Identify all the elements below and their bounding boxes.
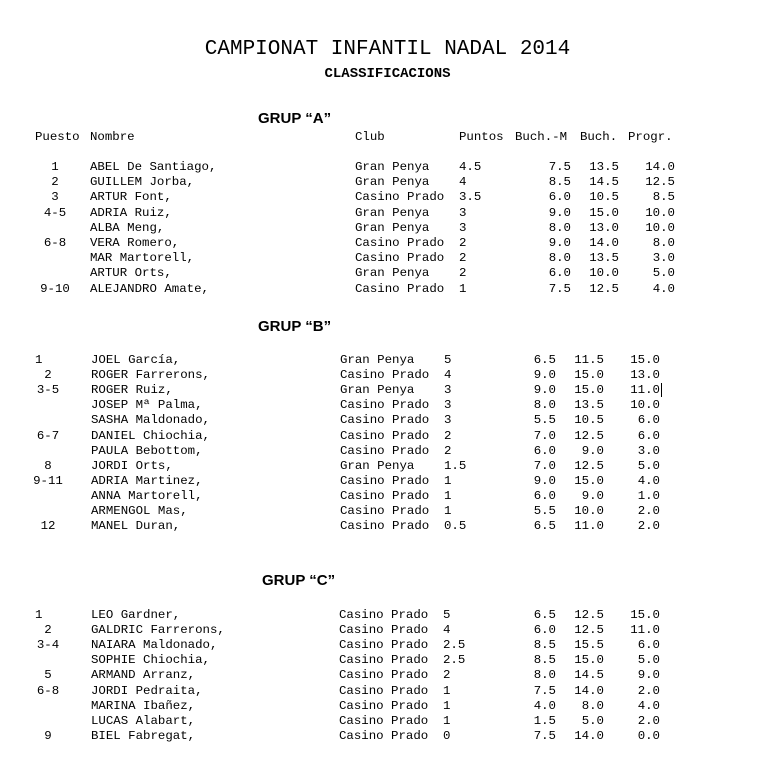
table-row: [0, 160, 775, 175]
progressive-cell: 0.0: [637, 728, 660, 743]
points-cell: 2: [459, 236, 467, 250]
rank-cell: 5: [44, 668, 52, 683]
buchholz-cell: 12.5: [574, 458, 604, 473]
club-cell: Gran Penya: [355, 220, 430, 235]
points-cell: 2: [444, 428, 452, 443]
player-name-cell: ARMENGOL Mas,: [91, 504, 188, 518]
rank-cell: 6-8: [36, 683, 60, 698]
buchholz-cell: 15.0: [589, 205, 619, 220]
club-cell: Casino Prado: [340, 488, 430, 503]
rank-cell: 2: [51, 175, 59, 190]
points-cell: 2: [459, 266, 467, 281]
progressive-cell: 5.0: [637, 653, 660, 668]
club-cell: Casino Prado: [340, 519, 430, 534]
buchholz-cell: 10.5: [574, 413, 604, 428]
points-cell: 2: [444, 443, 452, 458]
player-name-cell: MAR Martorell,: [90, 251, 195, 266]
buchholz-cell: 5.0: [581, 713, 604, 728]
progressive-cell: 3.0: [637, 443, 660, 458]
table-row: [0, 190, 775, 205]
club-cell: Casino Prado: [339, 608, 429, 622]
points-cell: 4: [443, 623, 451, 638]
table-row: [0, 206, 775, 221]
rank-cell: 9-10: [40, 281, 70, 296]
player-name-cell: GALDRIC Farrerons,: [91, 623, 225, 638]
club-cell: Gran Penya: [355, 205, 430, 220]
buchholz-median-cell: 8.0: [533, 398, 556, 413]
progressive-cell: 8.5: [652, 190, 675, 205]
player-name-cell: JORDI Orts,: [91, 458, 173, 473]
table-row: [0, 459, 775, 474]
buchholz-cell: 13.5: [574, 398, 604, 413]
points-cell: 4.5: [459, 160, 482, 174]
club-cell: Casino Prado: [339, 728, 429, 743]
buchholz-median-cell: 8.0: [548, 220, 571, 235]
points-cell: 1: [444, 473, 452, 488]
group-c-heading: GRUP “C”: [262, 572, 336, 589]
table-row: [0, 653, 775, 668]
table-row: [0, 175, 775, 190]
player-name-cell: ADRIA Martinez,: [91, 473, 203, 488]
page-title: CAMPIONAT INFANTIL NADAL 2014: [204, 38, 571, 61]
player-name-cell: VERA Romero,: [90, 236, 180, 250]
rank-cell: 3-4: [36, 638, 60, 653]
points-cell: 4: [444, 368, 452, 383]
buchholz-median-cell: 1.5: [533, 713, 556, 728]
buchholz-cell: 11.5: [574, 353, 604, 367]
player-name-cell: ANNA Martorell,: [91, 488, 203, 503]
progressive-cell: 6.0: [637, 428, 660, 443]
progressive-cell: 10.0: [630, 398, 660, 413]
buchholz-cell: 15.0: [574, 368, 604, 383]
rank-cell: 9: [44, 728, 52, 743]
rank-cell: 8: [44, 458, 52, 473]
buchholz-median-cell: 8.0: [548, 251, 571, 266]
progressive-cell: 10.0: [645, 220, 675, 235]
points-cell: 5: [443, 608, 451, 622]
player-name-cell: SOPHIE Chiochia,: [91, 653, 210, 668]
group-a-heading: GRUP “A”: [258, 110, 332, 127]
rank-cell: 4-5: [43, 205, 67, 220]
club-cell: Casino Prado: [340, 428, 430, 443]
buchholz-cell: 15.0: [574, 653, 604, 668]
progressive-cell: 5.0: [637, 458, 660, 473]
club-cell: Casino Prado: [339, 713, 429, 728]
club-cell: Casino Prado: [355, 251, 445, 266]
points-cell: 1: [444, 504, 452, 518]
club-cell: Gran Penya: [355, 160, 430, 174]
progressive-cell: 5.0: [652, 266, 675, 281]
club-cell: Casino Prado: [339, 653, 429, 668]
rank-cell: 9-11: [33, 473, 63, 488]
text-cursor: [661, 383, 662, 397]
table-row: [0, 699, 775, 714]
player-name-cell: JOEL García,: [91, 353, 181, 367]
table-row: [0, 638, 775, 653]
club-cell: Casino Prado: [340, 413, 430, 428]
header-nombre: Nombre: [90, 130, 135, 144]
rank-cell: 3: [51, 190, 59, 205]
club-cell: Casino Prado: [340, 473, 430, 488]
player-name-cell: LEO Gardner,: [91, 608, 181, 622]
buchholz-median-cell: 7.5: [548, 281, 571, 296]
buchholz-median-cell: 7.0: [533, 428, 556, 443]
buchholz-cell: 14.0: [574, 683, 604, 698]
club-cell: Casino Prado: [340, 398, 430, 413]
points-cell: 0: [443, 728, 451, 743]
header-puntos: Puntos: [459, 130, 504, 144]
club-cell: Gran Penya: [355, 266, 430, 281]
buchholz-cell: 13.5: [589, 160, 619, 174]
player-name-cell: MANEL Duran,: [91, 519, 181, 534]
progressive-cell: 2.0: [637, 504, 660, 518]
buchholz-cell: 15.5: [574, 638, 604, 653]
table-row: [0, 368, 775, 383]
progressive-cell: 10.0: [645, 205, 675, 220]
buchholz-median-cell: 9.0: [533, 368, 556, 383]
table-row: [0, 489, 775, 504]
progressive-cell: 11.0: [630, 623, 660, 638]
points-cell: 1: [443, 683, 451, 698]
table-row: [0, 729, 775, 744]
buchholz-cell: 10.0: [574, 504, 604, 518]
rank-cell: 6-8: [43, 236, 67, 250]
player-name-cell: ROGER Ruiz,: [91, 383, 173, 398]
points-cell: 2.5: [443, 638, 466, 653]
header-puesto: Puesto: [35, 130, 80, 144]
table-row: [0, 236, 775, 251]
rank-cell: 2: [44, 623, 52, 638]
group-b-heading: GRUP “B”: [258, 318, 332, 335]
points-cell: 0.5: [444, 519, 467, 534]
player-name-cell: ROGER Farrerons,: [91, 368, 210, 383]
progressive-cell: 15.0: [630, 353, 660, 367]
buchholz-median-cell: 8.0: [533, 668, 556, 683]
progressive-cell: 3.0: [652, 251, 675, 266]
player-name-cell: ARTUR Font,: [90, 190, 172, 205]
points-cell: 3: [459, 220, 467, 235]
player-name-cell: GUILLEM Jorba,: [90, 175, 195, 190]
player-name-cell: LUCAS Alabart,: [91, 713, 196, 728]
table-row: [0, 714, 775, 729]
rank-cell: 6-7: [36, 428, 60, 443]
points-cell: 3.5: [459, 190, 482, 205]
player-name-cell: JOSEP Mª Palma,: [91, 398, 203, 413]
progressive-cell: 13.0: [630, 368, 660, 383]
table-row: [0, 398, 775, 413]
buchholz-median-cell: 6.0: [533, 488, 556, 503]
table-row: [0, 353, 775, 368]
buchholz-cell: 14.5: [589, 175, 619, 190]
progressive-cell: 2.0: [637, 683, 660, 698]
club-cell: Casino Prado: [355, 236, 445, 250]
header-progr: Progr.: [628, 130, 673, 144]
buchholz-median-cell: 8.5: [548, 175, 571, 190]
buchholz-cell: 10.5: [589, 190, 619, 205]
points-cell: 1: [443, 713, 451, 728]
buchholz-median-cell: 4.0: [533, 698, 556, 713]
buchholz-cell: 12.5: [574, 608, 604, 622]
player-name-cell: ARTUR Orts,: [90, 266, 172, 281]
points-cell: 2.5: [443, 653, 466, 668]
progressive-cell: 15.0: [630, 608, 660, 622]
points-cell: 1: [459, 281, 467, 296]
table-row: [0, 623, 775, 638]
club-cell: Casino Prado: [339, 698, 429, 713]
club-cell: Gran Penya: [355, 175, 430, 190]
progressive-cell: 11.0: [630, 383, 660, 398]
points-cell: 3: [444, 398, 452, 413]
buchholz-median-cell: 9.0: [533, 383, 556, 398]
player-name-cell: SASHA Maldonado,: [91, 413, 210, 428]
buchholz-cell: 13.0: [589, 220, 619, 235]
buchholz-median-cell: 7.0: [533, 458, 556, 473]
buchholz-cell: 15.0: [574, 383, 604, 398]
progressive-cell: 4.0: [652, 281, 675, 296]
buchholz-median-cell: 7.5: [548, 160, 571, 174]
progressive-cell: 2.0: [637, 713, 660, 728]
rank-cell: 1: [35, 608, 43, 622]
header-club: Club: [355, 130, 385, 144]
table-row: [0, 474, 775, 489]
points-cell: 2: [443, 668, 451, 683]
progressive-cell: 8.0: [652, 236, 675, 250]
points-cell: 3: [444, 413, 452, 428]
player-name-cell: ADRIA Ruiz,: [90, 205, 172, 220]
club-cell: Casino Prado: [355, 281, 445, 296]
points-cell: 3: [459, 205, 467, 220]
table-row: [0, 684, 775, 699]
club-cell: Gran Penya: [340, 383, 415, 398]
progressive-cell: 4.0: [637, 698, 660, 713]
player-name-cell: ABEL De Santiago,: [90, 160, 217, 174]
buchholz-cell: 10.0: [589, 266, 619, 281]
buchholz-cell: 14.0: [574, 728, 604, 743]
club-cell: Casino Prado: [340, 504, 430, 518]
club-cell: Gran Penya: [340, 353, 415, 367]
progressive-cell: 14.0: [645, 160, 675, 174]
table-row: [0, 251, 775, 266]
buchholz-cell: 12.5: [574, 623, 604, 638]
buchholz-cell: 14.5: [574, 668, 604, 683]
header-buch-m: Buch.-M: [515, 130, 568, 144]
player-name-cell: ARMAND Arranz,: [91, 668, 196, 683]
rank-cell: 1: [51, 160, 59, 174]
points-cell: 2: [459, 251, 467, 266]
points-cell: 5: [444, 353, 452, 367]
progressive-cell: 2.0: [637, 519, 660, 534]
buchholz-median-cell: 5.5: [533, 504, 556, 518]
buchholz-cell: 13.5: [589, 251, 619, 266]
buchholz-cell: 9.0: [581, 488, 604, 503]
buchholz-cell: 9.0: [581, 443, 604, 458]
player-name-cell: ALEJANDRO Amate,: [90, 281, 209, 296]
progressive-cell: 1.0: [637, 488, 660, 503]
table-row: [0, 444, 775, 459]
table-row: [0, 221, 775, 236]
buchholz-cell: 14.0: [589, 236, 619, 250]
rank-cell: 1: [35, 353, 43, 367]
buchholz-median-cell: 5.5: [533, 413, 556, 428]
buchholz-median-cell: 8.5: [533, 653, 556, 668]
table-row: [0, 282, 775, 297]
rank-cell: 3-5: [36, 383, 60, 398]
buchholz-median-cell: 6.5: [533, 519, 556, 534]
player-name-cell: ALBA Meng,: [90, 220, 165, 235]
club-cell: Casino Prado: [340, 443, 430, 458]
table-row: [0, 383, 775, 398]
player-name-cell: NAIARA Maldonado,: [91, 638, 218, 653]
rank-cell: 12: [40, 519, 56, 534]
buchholz-median-cell: 6.5: [533, 353, 556, 367]
player-name-cell: MARINA Ibañez,: [91, 698, 196, 713]
points-cell: 1: [443, 698, 451, 713]
buchholz-median-cell: 9.0: [548, 236, 571, 250]
progressive-cell: 6.0: [637, 638, 660, 653]
buchholz-median-cell: 9.0: [533, 473, 556, 488]
table-row: [0, 504, 775, 519]
progressive-cell: 9.0: [637, 668, 660, 683]
table-row: [0, 429, 775, 444]
progressive-cell: 4.0: [637, 473, 660, 488]
points-cell: 1: [444, 488, 452, 503]
club-cell: Casino Prado: [339, 668, 429, 683]
player-name-cell: DANIEL Chiochia,: [91, 428, 210, 443]
header-buch: Buch.: [580, 130, 618, 144]
club-cell: Casino Prado: [355, 190, 445, 205]
buchholz-cell: 11.0: [574, 519, 604, 534]
buchholz-median-cell: 6.0: [533, 443, 556, 458]
buchholz-median-cell: 7.5: [533, 683, 556, 698]
buchholz-median-cell: 6.5: [533, 608, 556, 622]
club-cell: Casino Prado: [339, 623, 429, 638]
buchholz-median-cell: 8.5: [533, 638, 556, 653]
club-cell: Casino Prado: [339, 683, 429, 698]
buchholz-median-cell: 6.0: [548, 190, 571, 205]
table-row: [0, 266, 775, 281]
table-row: [0, 413, 775, 428]
club-cell: Casino Prado: [340, 368, 430, 383]
progressive-cell: 6.0: [637, 413, 660, 428]
buchholz-median-cell: 6.0: [548, 266, 571, 281]
buchholz-cell: 12.5: [589, 281, 619, 296]
table-row: [0, 519, 775, 534]
buchholz-median-cell: 7.5: [533, 728, 556, 743]
buchholz-median-cell: 6.0: [533, 623, 556, 638]
progressive-cell: 12.5: [645, 175, 675, 190]
club-cell: Gran Penya: [340, 458, 415, 473]
page-subtitle: CLASSIFICACIONS: [324, 66, 451, 82]
rank-cell: 2: [44, 368, 52, 383]
table-row: [0, 668, 775, 683]
player-name-cell: PAULA Bebottom,: [91, 443, 203, 458]
player-name-cell: BIEL Fabregat,: [91, 728, 196, 743]
buchholz-cell: 12.5: [574, 428, 604, 443]
buchholz-median-cell: 9.0: [548, 205, 571, 220]
buchholz-cell: 8.0: [581, 698, 604, 713]
table-row: [0, 608, 775, 623]
points-cell: 4: [459, 175, 467, 190]
player-name-cell: JORDI Pedraita,: [91, 683, 203, 698]
points-cell: 1.5: [444, 458, 467, 473]
buchholz-cell: 15.0: [574, 473, 604, 488]
club-cell: Casino Prado: [339, 638, 429, 653]
points-cell: 3: [444, 383, 452, 398]
